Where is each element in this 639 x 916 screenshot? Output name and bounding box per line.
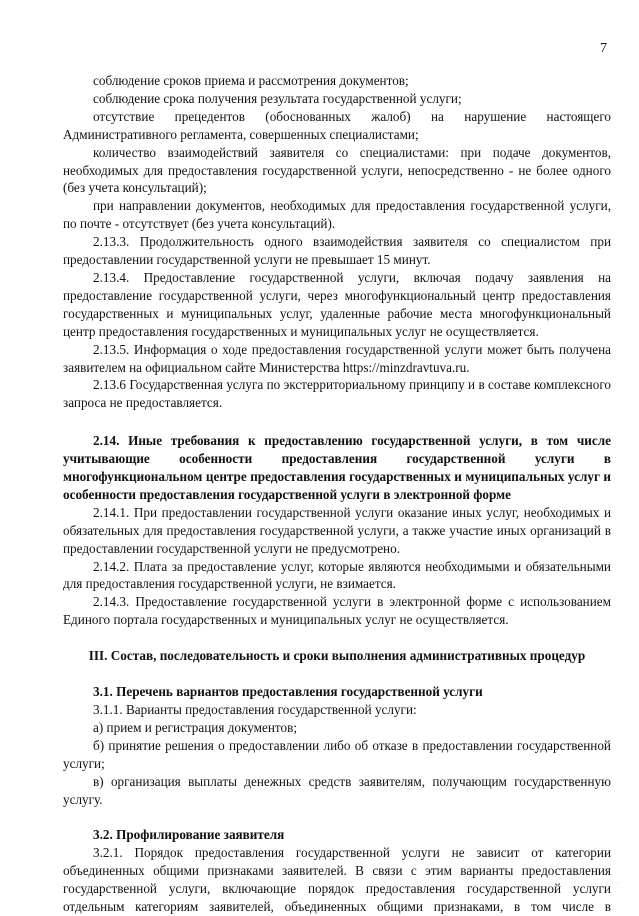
scan-artifact: · · · <box>606 878 620 888</box>
paragraph: соблюдение сроков приема и рассмотрения документов; <box>93 73 409 88</box>
list-item: в) организация выплаты денежных средств заявителям, получающим государственную услугу. <box>63 773 611 807</box>
document-body <box>63 72 611 916</box>
paragraph: 2.13.6 Государственная услуга по экстерриториальному принципу и в составе комплексного запроса не предоставляется. <box>63 377 611 411</box>
paragraph: соблюдение срока получения результата государственной услуги; <box>93 90 462 106</box>
paragraph: при направлении документов, необходимых для предоставления государственной услуги, по почте - отсутствует (без учета консультаций). <box>63 198 611 232</box>
paragraph: 2.14.2. Плата за предоставление услуг, которые являются необходимыми и обязательными для предоставления государственной услуги, не взимается. <box>63 558 611 592</box>
paragraph: 2.13.4. Предоставление государственной услуги, включая подачу заявления на предоставление государственной услуги, через многофункциональный центр предоставления государственных и муниципальных услуг, удаленные рабочие места многофункциональный центр предоставления государственных и муниципальных услуг не осуществляется. <box>63 269 611 339</box>
paragraph: 3.1.1. Варианты предоставления государственной услуги: <box>93 702 417 717</box>
section-heading-2-14: 2.14. Иные требования к предоставлению государственной услуги, в том числе учитывающие особенности предоставления государственной услуги в многофункциональном центре предоставления государственных и муниципальных услуг и особенности предоставления государственной услуги в электронной форме <box>63 433 611 502</box>
section-heading-3-2: 3.2. Профилирование заявителя <box>93 827 285 843</box>
paragraph: 2.14.1. При предоставлении государственной услуги оказание иных услуг, необходимых и обязательных для предоставления государственной услуги, а также участие иных организаций в предоставлении государственной услуги не предусмотрено. <box>63 504 611 556</box>
paragraph: отсутствие прецедентов (обоснованных жалоб) на нарушение настоящего Административного регламента, совершенных специалистами; <box>63 108 611 142</box>
section-heading-3-1: 3.1. Перечень вариантов предоставления государственной услуги <box>93 684 483 700</box>
list-item: б) принятие решения о предоставлении либо об отказе в предоставлении государственной услуги; <box>63 737 611 771</box>
list-item: а) прием и регистрация документов; <box>93 719 297 735</box>
paragraph: 2.13.3. Продолжительность одного взаимодействия заявителя со специалистом при предоставлении государственной услуги не превышает 15 минут. <box>63 234 611 268</box>
spacer <box>63 808 611 826</box>
spacer <box>63 412 611 432</box>
paragraph: 2.14.3. Предоставление государственной услуги в электронной форме с использованием Единого портала государственных и муниципальных услуг не осуществляется. <box>63 594 611 628</box>
paragraph: 3.2.1. Порядок предоставления государственной услуги не зависит от категории объединенных общими признаками заявителей. В связи с этим варианты предоставления государственной услуги, включающие порядок предоставления государственной услуги отдельным категориям заявителей, объединенных общими признаками, в том числе в <box>63 845 611 915</box>
paragraph: 2.13.5. Информация о ходе предоставления государственной услуги может быть получена заявителем на официальном сайте Министерства https://minzdravtuva.ru. <box>63 341 611 375</box>
spacer <box>63 665 611 683</box>
spacer <box>63 629 611 647</box>
section-heading-3: III. Состав, последовательность и сроки выполнения административных процедур <box>88 648 586 664</box>
page-number: 7 <box>600 41 607 56</box>
paragraph: количество взаимодействий заявителя со специалистами: при подаче документов, необходимых для предоставления государственной услуги, непосредственно - не более одного (без учета консультаций); <box>63 144 611 196</box>
